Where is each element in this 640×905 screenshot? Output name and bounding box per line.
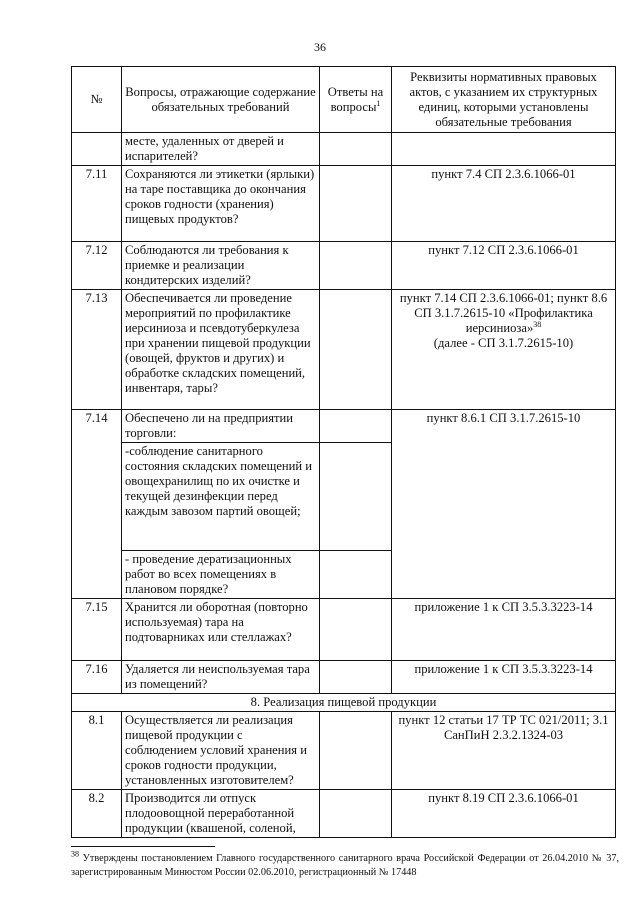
footnote-separator: [71, 846, 215, 847]
row-reference: приложение 1 к СП 3.5.3.3223-14: [392, 661, 616, 694]
row-answer-cell: [320, 290, 392, 410]
row-question: Соблюдаются ли требования к приемке и реализации кондитерских изделий?: [122, 242, 320, 290]
row-answer-cell: [320, 551, 392, 599]
row-answer-cell: [320, 599, 392, 661]
row-subquestion: - проведение дератизационных работ во всех помещениях в плановом порядке?: [122, 551, 320, 599]
page-number: 36: [314, 40, 326, 54]
row-number: [72, 133, 122, 166]
row-reference: пункт 7.14 СП 2.3.6.1066-01; пункт 8.6 СП 3.1.7.2615-10 «Профилактика иерсиниоза»$^{38}$ (далее - СП 3.1.7.2615-10): [392, 290, 616, 410]
row-question: Обеспечивается ли проведение мероприятий по профилактике иерсиниоза и псевдотуберкулеза при хранении пищевой продукции (овощей, фруктов и других) и обработке складских помещений, инвентаря, тары?: [122, 290, 320, 410]
table-row: [72, 242, 616, 290]
row-answer-cell: [320, 166, 392, 242]
table-row: [72, 712, 616, 790]
row-number: 8.1: [72, 712, 122, 790]
table-row: [72, 599, 616, 661]
table-header-row: [72, 67, 616, 133]
row-answer-cell: [320, 242, 392, 290]
row-question: Обеспечено ли на предприятии торговли:: [122, 410, 320, 443]
row-reference: приложение 1 к СП 3.5.3.3223-14: [392, 599, 616, 661]
row-number: 7.12: [72, 242, 122, 290]
row-number: 7.15: [72, 599, 122, 661]
table-row: [72, 166, 616, 242]
row-reference: пункт 8.19 СП 2.3.6.1066-01: [392, 790, 616, 838]
row-answer-cell: [320, 661, 392, 694]
section-row: [72, 694, 616, 712]
row-reference: [392, 133, 616, 166]
row-answer-cell: [320, 712, 392, 790]
row-reference: пункт 12 статьи 17 ТР ТС 021/2011; 3.1 СанПиН 2.3.2.1324-03: [392, 712, 616, 790]
row-reference: пункт 7.12 СП 2.3.6.1066-01: [392, 242, 616, 290]
row-question: Осуществляется ли реализация пищевой продукции с соблюдением условий хранения и сроков годности продукции, установленных изготовителем?: [122, 712, 320, 790]
row-question: месте, удаленных от дверей и испарителей?: [122, 133, 320, 166]
footnote-mark: 38: [71, 849, 79, 859]
row-number: 7.14: [72, 410, 122, 599]
row-subquestion: -соблюдение санитарного состояния складских помещений и овощехранилищ по их очистке и текущей дезинфекции перед каждым завозом партий овощей;: [122, 443, 320, 551]
row-number: 7.11: [72, 166, 122, 242]
row-answer-cell: [320, 133, 392, 166]
row-answer-cell: [320, 443, 392, 551]
header-requisites: Реквизиты нормативных правовых актов, с указанием их структурных единиц, которыми установлены обязательные требования: [392, 67, 616, 133]
table-row: [72, 790, 616, 838]
footnote: [71, 849, 620, 880]
table-row: [72, 290, 616, 410]
row-number: 7.13: [72, 290, 122, 410]
header-answers: Ответы на вопросы$^1$: [320, 67, 392, 133]
section-title: 8. Реализация пищевой продукции: [72, 694, 616, 712]
row-answer-cell: [320, 790, 392, 838]
footnote-ref-mark: 38: [533, 319, 542, 329]
row-number: 7.16: [72, 661, 122, 694]
header-num: №: [72, 67, 122, 133]
table-row: [72, 410, 616, 443]
requirements-table: [71, 66, 616, 838]
row-answer-cell: [320, 410, 392, 443]
table-row: [72, 661, 616, 694]
row-number: 8.2: [72, 790, 122, 838]
row-reference: пункт 7.4 СП 2.3.6.1066-01: [392, 166, 616, 242]
row-question: Хранится ли оборотная (повторно используемая) тара на подтоварниках или стеллажах?: [122, 599, 320, 661]
row-question: Сохраняются ли этикетки (ярлыки) на таре поставщика до окончания сроков годности (хранения) пищевых продуктов?: [122, 166, 320, 242]
footnote-text: Утверждены постановлением Главного государственного санитарного врача Российской Федерации от 26.04.2010 № 37, зарегистрированным Минюстом России 02.06.2010, регистрационный № 17448: [71, 853, 620, 878]
header-questions: Вопросы, отражающие содержание обязательных требований: [122, 67, 320, 133]
table-row: [72, 133, 616, 166]
row-question: Производится ли отпуск плодоовощной переработанной продукции (квашеной, соленой,: [122, 790, 320, 838]
row-reference: пункт 8.6.1 СП 3.1.7.2615-10: [392, 410, 616, 599]
row-question: Удаляется ли неиспользуемая тара из помещений?: [122, 661, 320, 694]
